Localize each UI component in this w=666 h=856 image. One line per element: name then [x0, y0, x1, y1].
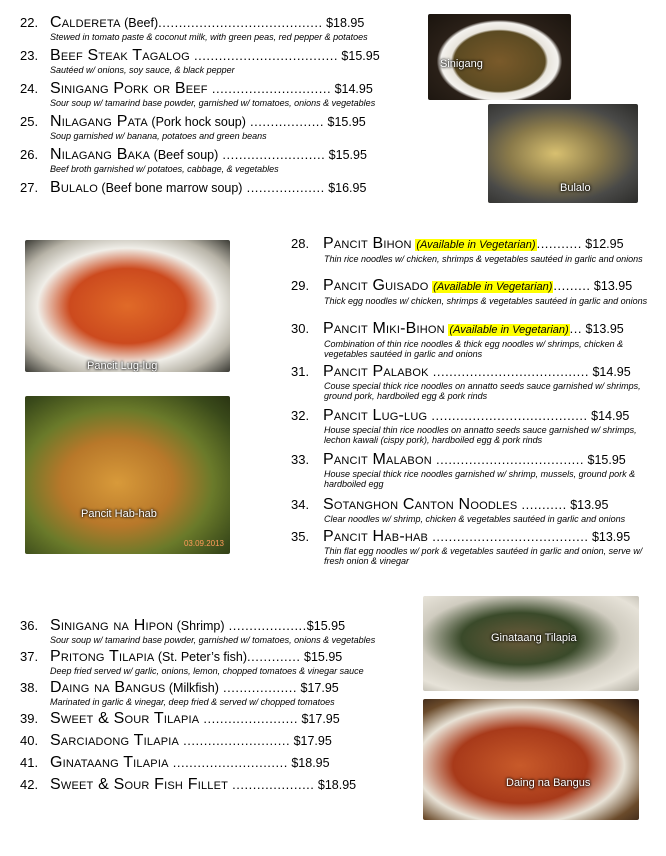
item-name: Nilagang Baka	[50, 146, 151, 163]
item-subtitle: (Beef)	[120, 16, 159, 30]
ginataang-tilapia-photo	[423, 596, 639, 691]
item-name: Sweet & Sour Fish Fillet	[50, 776, 229, 793]
menu-item	[20, 179, 420, 199]
leader-dots: ...................	[224, 618, 307, 633]
sinigang-photo	[428, 14, 571, 100]
item-price: $18.95	[314, 778, 357, 792]
leader-dots: ......................................	[428, 364, 589, 379]
item-description: Combination of thin rice noodles & thick egg noodles w/ shrimps, chicken & vegetables sautéed in garlic and onions	[324, 339, 624, 359]
item-number: 33.	[291, 452, 310, 467]
item-description: Couse special thick rice noodles on annatto seeds sauce garnished w/ shrimps, ground pork, hardboiled egg & pork rinds	[324, 381, 641, 401]
vegetarian-badge: (Available in Vegetarian)	[433, 281, 553, 293]
item-subtitle: (Milkfish)	[165, 681, 219, 695]
item-name: Pritong Tilapia	[50, 648, 155, 665]
item-description: Thin flat egg noodles w/ pork & vegetables sautéed in garlic and onion, serve w/ fresh onion & vinegar	[324, 546, 643, 566]
menu-item	[289, 363, 651, 407]
item-number: 23.	[20, 48, 39, 63]
item-name: Pancit Miki-Bihon	[323, 320, 445, 337]
item-number: 27.	[20, 180, 39, 195]
item-number: 32.	[291, 408, 310, 423]
photo-caption: Bulalo	[560, 182, 591, 194]
item-number: 26.	[20, 147, 39, 162]
item-price: $17.95	[290, 734, 332, 748]
item-number: 29.	[291, 278, 310, 293]
item-price: $13.95	[566, 498, 609, 512]
bulalo-photo	[488, 104, 638, 203]
menu-item	[20, 146, 420, 179]
item-price: $13.95	[582, 322, 624, 336]
leader-dots: ..................	[245, 114, 325, 129]
item-description: Thick egg noodles w/ chicken, shrimps & vegetables sautéed in garlic and onions	[324, 296, 648, 306]
menu-section-seafood	[20, 617, 420, 798]
menu-item	[20, 776, 420, 798]
item-subtitle: (Beef soup)	[150, 148, 219, 162]
leader-dots: ...........	[517, 497, 567, 512]
item-name: Daing na Bangus	[50, 679, 166, 696]
menu-item	[20, 732, 420, 754]
photo-caption: Ginataang Tilapia	[491, 632, 577, 644]
leader-dots: .............................	[207, 81, 332, 96]
item-name: Pancit Lug-lug	[323, 407, 428, 424]
menu-item	[289, 496, 651, 528]
item-description: Sautéed w/ onions, soy sauce, & black pepper	[50, 65, 235, 75]
menu-section-beef-pork	[20, 14, 420, 199]
leader-dots: ........................................	[158, 15, 323, 30]
menu-item	[289, 277, 651, 320]
photo-caption: Pancit Hab-hab	[81, 508, 157, 520]
item-name: Pancit Palabok	[323, 363, 429, 380]
menu-item	[20, 679, 420, 710]
item-name: Sinigang Pork or Beef	[50, 80, 208, 97]
menu-item	[289, 528, 651, 566]
item-name: Bulalo	[50, 179, 98, 196]
item-price: $15.95	[584, 453, 626, 467]
item-number: 31.	[291, 364, 310, 379]
photo-caption: Sinigang	[440, 58, 483, 70]
menu-section-pancit	[289, 235, 651, 566]
item-number: 39.	[20, 711, 39, 726]
leader-dots: ...................................	[189, 48, 338, 63]
menu-item	[20, 80, 420, 113]
item-subtitle: (St. Peter’s fish)	[154, 650, 248, 664]
item-description: Beef broth garnished w/ potatoes, cabbage, & vegetables	[50, 164, 279, 174]
item-description: Sour soup w/ tamarind base powder, garnished w/ tomatoes, onions & vegetables	[50, 98, 376, 108]
menu-item	[289, 235, 651, 277]
item-name: Caldereta	[50, 14, 121, 31]
menu-item	[20, 754, 420, 776]
leader-dots: ...................	[242, 180, 325, 195]
item-subtitle: (Shrimp)	[173, 619, 225, 633]
item-description: House special thick rice noodles garnished w/ shrimp, mussels, ground pork & hardboiled egg	[324, 469, 636, 489]
daing-na-bangus-photo	[423, 699, 639, 820]
leader-dots: ....................	[228, 777, 315, 792]
item-description: Stewed in tomato paste & coconut milk, with green peas, red pepper & potatoes	[50, 32, 368, 42]
photo-date-stamp: 03.09.2013	[183, 539, 224, 548]
menu-item	[20, 710, 420, 732]
item-number: 25.	[20, 114, 39, 129]
item-price: $15.95	[306, 619, 346, 633]
item-price: $17.95	[297, 712, 340, 726]
item-description: Deep fried served w/ garlic, onions, lemon, chopped tomatoes & vinegar sauce	[50, 666, 364, 676]
photo-caption: Daing na Bangus	[506, 777, 591, 789]
item-name: Ginataang Tilapia	[50, 754, 169, 771]
leader-dots: ......................................	[427, 408, 588, 423]
item-price: $13.95	[590, 279, 633, 293]
item-description: Soup garnished w/ banana, potatoes and green beans	[50, 131, 267, 141]
item-price: $14.95	[587, 409, 630, 423]
item-price: $15.95	[300, 650, 343, 664]
menu-item	[20, 617, 420, 648]
item-name: Pancit Hab-hab	[323, 528, 429, 545]
menu-item	[20, 14, 420, 47]
pancit-lug-lug-photo	[25, 240, 230, 372]
item-name: Sweet & Sour Tilapia	[50, 710, 200, 727]
item-number: 34.	[291, 497, 310, 512]
leader-dots: .........................	[218, 147, 326, 162]
pancit-hab-hab-photo	[25, 396, 230, 554]
item-number: 40.	[20, 733, 39, 748]
menu-item	[20, 648, 420, 679]
item-name: Sotanghon Canton Noodles	[323, 496, 518, 513]
photo-caption: Pancit Lug-lug	[87, 360, 158, 372]
item-subtitle: (Pork hock soup)	[147, 115, 246, 129]
item-price: $12.95	[581, 237, 624, 251]
menu-item	[20, 113, 420, 146]
item-number: 35.	[291, 529, 310, 544]
leader-dots: ....................................	[431, 452, 585, 467]
item-number: 30.	[291, 321, 310, 336]
item-description: Clear noodles w/ shrimp, chicken & vegetables sautéed in garlic and onions	[324, 514, 626, 524]
item-price: $13.95	[588, 530, 631, 544]
item-price: $14.95	[589, 365, 631, 379]
item-number: 28.	[291, 236, 310, 251]
item-price: $15.95	[325, 148, 367, 162]
item-price: $17.95	[297, 681, 339, 695]
leader-dots: ..........................	[179, 733, 291, 748]
leader-dots: ...........	[536, 236, 582, 251]
item-price: $15.95	[324, 115, 366, 129]
item-number: 24.	[20, 81, 39, 96]
item-name: Sarciadong Tilapia	[50, 732, 180, 749]
item-name: Pancit Bihon	[323, 235, 412, 252]
item-description: Thin rice noodles w/ chicken, shrimps & vegetables sautéed in garlic and onions	[324, 254, 643, 264]
leader-dots: ..................	[218, 680, 298, 695]
item-subtitle: (Beef bone marrow soup)	[97, 181, 243, 195]
item-number: 36.	[20, 618, 39, 633]
item-number: 38.	[20, 680, 39, 695]
item-price: $18.95	[287, 756, 330, 770]
item-price: $16.95	[324, 181, 367, 195]
item-name: Sinigang na Hipon	[50, 617, 174, 634]
item-number: 41.	[20, 755, 39, 770]
item-description: Marinated in garlic & vinegar, deep fried & served w/ chopped tomatoes	[50, 697, 335, 707]
leader-dots: .......................	[199, 711, 298, 726]
item-name: Nilagang Pata	[50, 113, 148, 130]
item-number: 42.	[20, 777, 39, 792]
item-price: $14.95	[331, 82, 373, 96]
item-number: 22.	[20, 15, 39, 30]
item-name: Pancit Guisado	[323, 277, 429, 294]
item-price: $18.95	[322, 16, 365, 30]
menu-item	[289, 320, 651, 363]
item-name: Pancit Malabon	[323, 451, 432, 468]
item-name: Beef Steak Tagalog	[50, 47, 190, 64]
item-description: Sour soup w/ tamarind base powder, garnished w/ tomatoes, onions & vegetables	[50, 635, 376, 645]
menu-item	[289, 451, 651, 496]
vegetarian-badge: (Available in Vegetarian)	[416, 239, 536, 251]
leader-dots: .............	[247, 649, 301, 664]
menu-item	[289, 407, 651, 451]
leader-dots: ............................	[168, 755, 288, 770]
leader-dots: ......................................	[428, 529, 589, 544]
item-price: $15.95	[337, 49, 380, 63]
item-description: House special thin rice noodles on annatto seeds sauce garnished w/ shrimps, lechon kawali (cispy pork), hardboiled egg & pork rinds	[324, 425, 637, 445]
item-number: 37.	[20, 649, 39, 664]
leader-dots: ...	[569, 321, 583, 336]
leader-dots: .........	[553, 278, 591, 293]
vegetarian-badge: (Available in Vegetarian)	[449, 324, 569, 336]
menu-item	[20, 47, 420, 80]
